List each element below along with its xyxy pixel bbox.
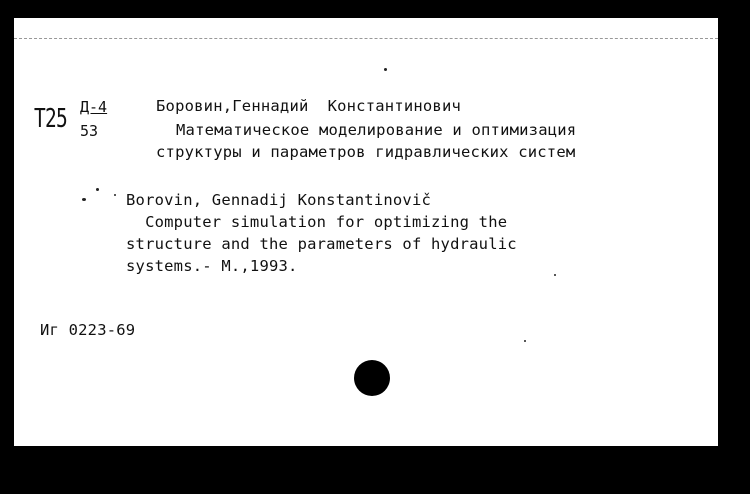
dashed-scan-line [14, 38, 718, 39]
speck [554, 274, 556, 276]
english-title-line-2: structure and the parameters of hydraulic [126, 235, 517, 253]
punch-hole [354, 360, 390, 396]
speck [96, 188, 99, 191]
speck [524, 340, 526, 342]
russian-author: Боровин,Геннадий Константинович [156, 97, 462, 115]
speck [114, 194, 116, 196]
call-number-top: Д-4 [80, 98, 108, 116]
russian-title-line-1: Математическое моделирование и оптимизация [176, 121, 577, 139]
scan-border-right [718, 8, 750, 494]
call-number-bottom: 53 [80, 122, 99, 140]
english-title-line-1: Computer simulation for optimizing the [126, 213, 508, 231]
inventory-number: Иг 0223-69 [40, 321, 136, 339]
speck [82, 198, 86, 201]
scan-border-bottom [0, 446, 750, 494]
english-author: Borovin, Gennadij Konstantinovič [126, 191, 432, 209]
english-title-line-3: systems.- M.,1993. [126, 257, 298, 275]
call-number-main: T25 [34, 104, 67, 134]
speck [384, 68, 387, 71]
catalog-card [14, 18, 718, 446]
russian-title-line-2: структуры и параметров гидравлических систем [156, 143, 576, 161]
